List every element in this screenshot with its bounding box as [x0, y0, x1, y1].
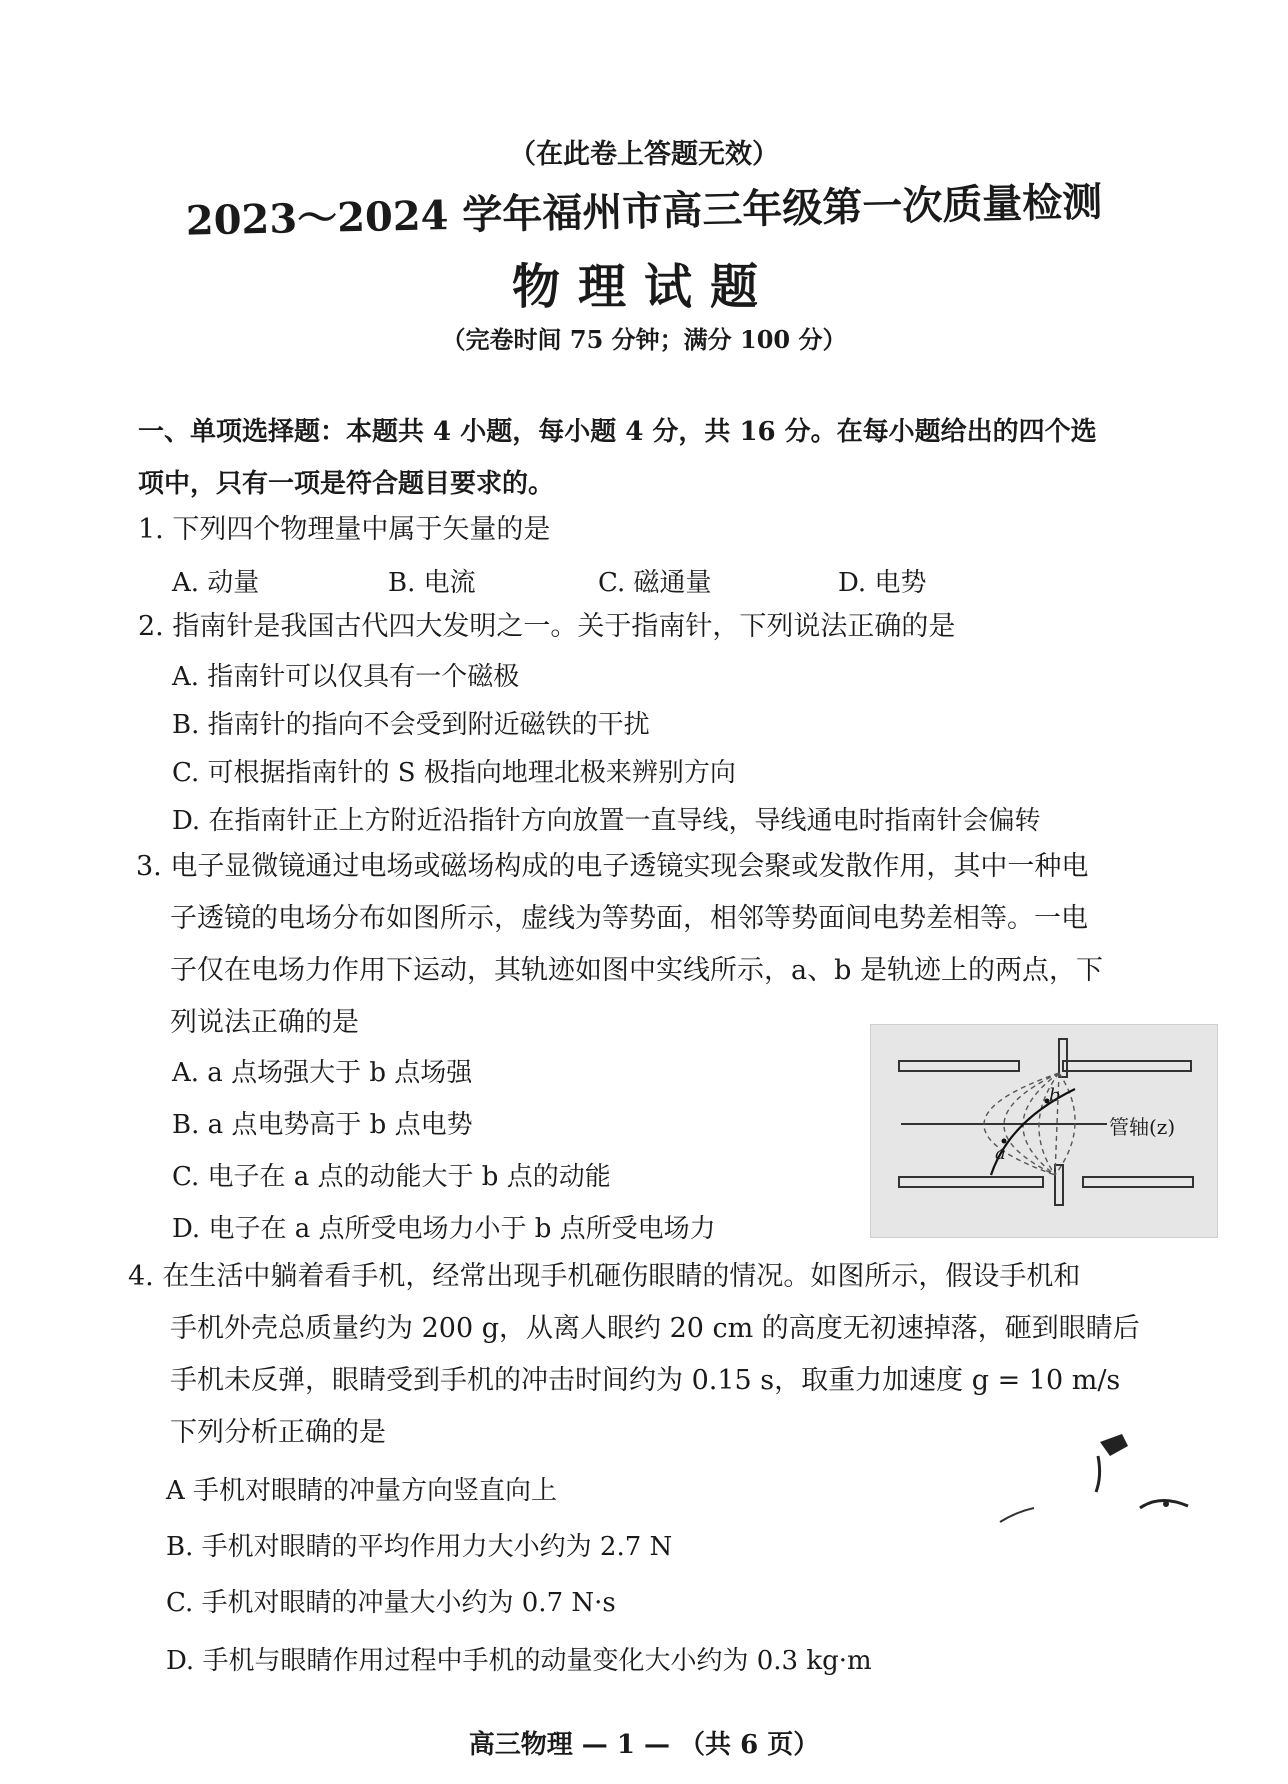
question-3-stem-line4: 列说法正确的是: [170, 1007, 359, 1038]
q2-option-a: A. 指南针可以仅具有一个磁极: [172, 662, 520, 692]
q3-option-a: A. a 点场强大于 b 点场强: [172, 1058, 473, 1088]
exam-notice: （在此卷上答题无效）: [509, 139, 779, 170]
q4-option-b: B. 手机对眼睛的平均作用力大小约为 2.7 N: [166, 1532, 673, 1562]
phone-sketch: [1100, 1434, 1128, 1456]
page-footer: 高三物理 — 1 — （共 6 页）: [468, 1730, 820, 1760]
q1-option-c: C. 磁通量: [598, 568, 712, 598]
question-1-stem: 1. 下列四个物理量中属于矢量的是: [138, 514, 551, 545]
top-right-plate: [1063, 1061, 1191, 1071]
exam-meta: （完卷时间 75 分钟；满分 100 分）: [441, 325, 847, 354]
axis-label: 管轴(z): [1109, 1115, 1176, 1139]
section-heading-line1: 一、单项选择题：本题共 4 小题，每小题 4 分，共 16 分。在每小题给出的四个选: [138, 417, 1097, 447]
q4-option-a: A 手机对眼睛的冲量方向竖直向上: [166, 1476, 558, 1506]
q3-option-d: D. 电子在 a 点所受电场力小于 b 点所受电场力: [172, 1214, 716, 1244]
q2-option-b: B. 指南针的指向不会受到附近磁铁的干扰: [172, 710, 650, 740]
top-left-plate: [899, 1061, 1019, 1071]
question-4-stem-line2: 手机外壳总质量约为 200 g，从离人眼约 20 cm 的高度无初速掉落，砸到眼睛后: [170, 1313, 1140, 1344]
question-3-stem-line3: 子仅在电场力作用下运动，其轨迹如图中实线所示，a、b 是轨迹上的两点，下: [170, 955, 1103, 986]
subject-title: 物理试题: [511, 259, 776, 315]
point-b-label: b: [1049, 1085, 1061, 1106]
bottom-left-plate: [899, 1177, 1043, 1187]
q1-option-a: A. 动量: [172, 568, 260, 598]
section-heading-line2: 项中，只有一项是符合题目要求的。: [138, 469, 555, 499]
question-4-stem-line1: 4. 在生活中躺着看手机，经常出现手机砸伤眼睛的情况。如图所示，假设手机和: [128, 1261, 1081, 1292]
question-3-stem-line1: 3. 电子显微镜通过电场或磁场构成的电子透镜实现会聚或发散作用，其中一种电: [136, 851, 1089, 882]
q2-option-c: C. 可根据指南针的 S 极指向地理北极来辨别方向: [172, 758, 736, 788]
bottom-right-plate: [1083, 1177, 1193, 1187]
phone-eye-sketch: [990, 1420, 1230, 1530]
q4-option-c: C. 手机对眼睛的冲量大小约为 0.7 N·s: [166, 1588, 616, 1618]
exam-title: 2023～2024 学年福州市高三年级第一次质量检测: [185, 178, 1103, 245]
question-2-stem: 2. 指南针是我国古代四大发明之一。关于指南针，下列说法正确的是: [138, 611, 956, 642]
q1-option-b: B. 电流: [388, 568, 476, 598]
q2-option-d: D. 在指南针正上方附近沿指针方向放置一直导线，导线通电时指南针会偏转: [172, 806, 1041, 836]
question-4-stem-line3: 手机未反弹，眼睛受到手机的冲击时间约为 0.15 s，取重力加速度 g = 10 m/s: [170, 1365, 1121, 1396]
point-a-label: a: [995, 1143, 1006, 1164]
question-3-stem-line2: 子透镜的电场分布如图所示，虚线为等势面，相邻等势面间电势差相等。一电: [170, 903, 1088, 934]
electron-lens-figure: [870, 1024, 1218, 1238]
question-4-stem-line4: 下列分析正确的是: [170, 1417, 386, 1448]
q1-option-d: D. 电势: [838, 568, 927, 598]
bottom-electrode: [1055, 1165, 1063, 1205]
q3-option-c: C. 电子在 a 点的动能大于 b 点的动能: [172, 1162, 611, 1192]
q4-option-d: D. 手机与眼睛作用过程中手机的动量变化大小约为 0.3 kg·m: [166, 1646, 872, 1676]
q3-option-b: B. a 点电势高于 b 点电势: [172, 1110, 473, 1140]
